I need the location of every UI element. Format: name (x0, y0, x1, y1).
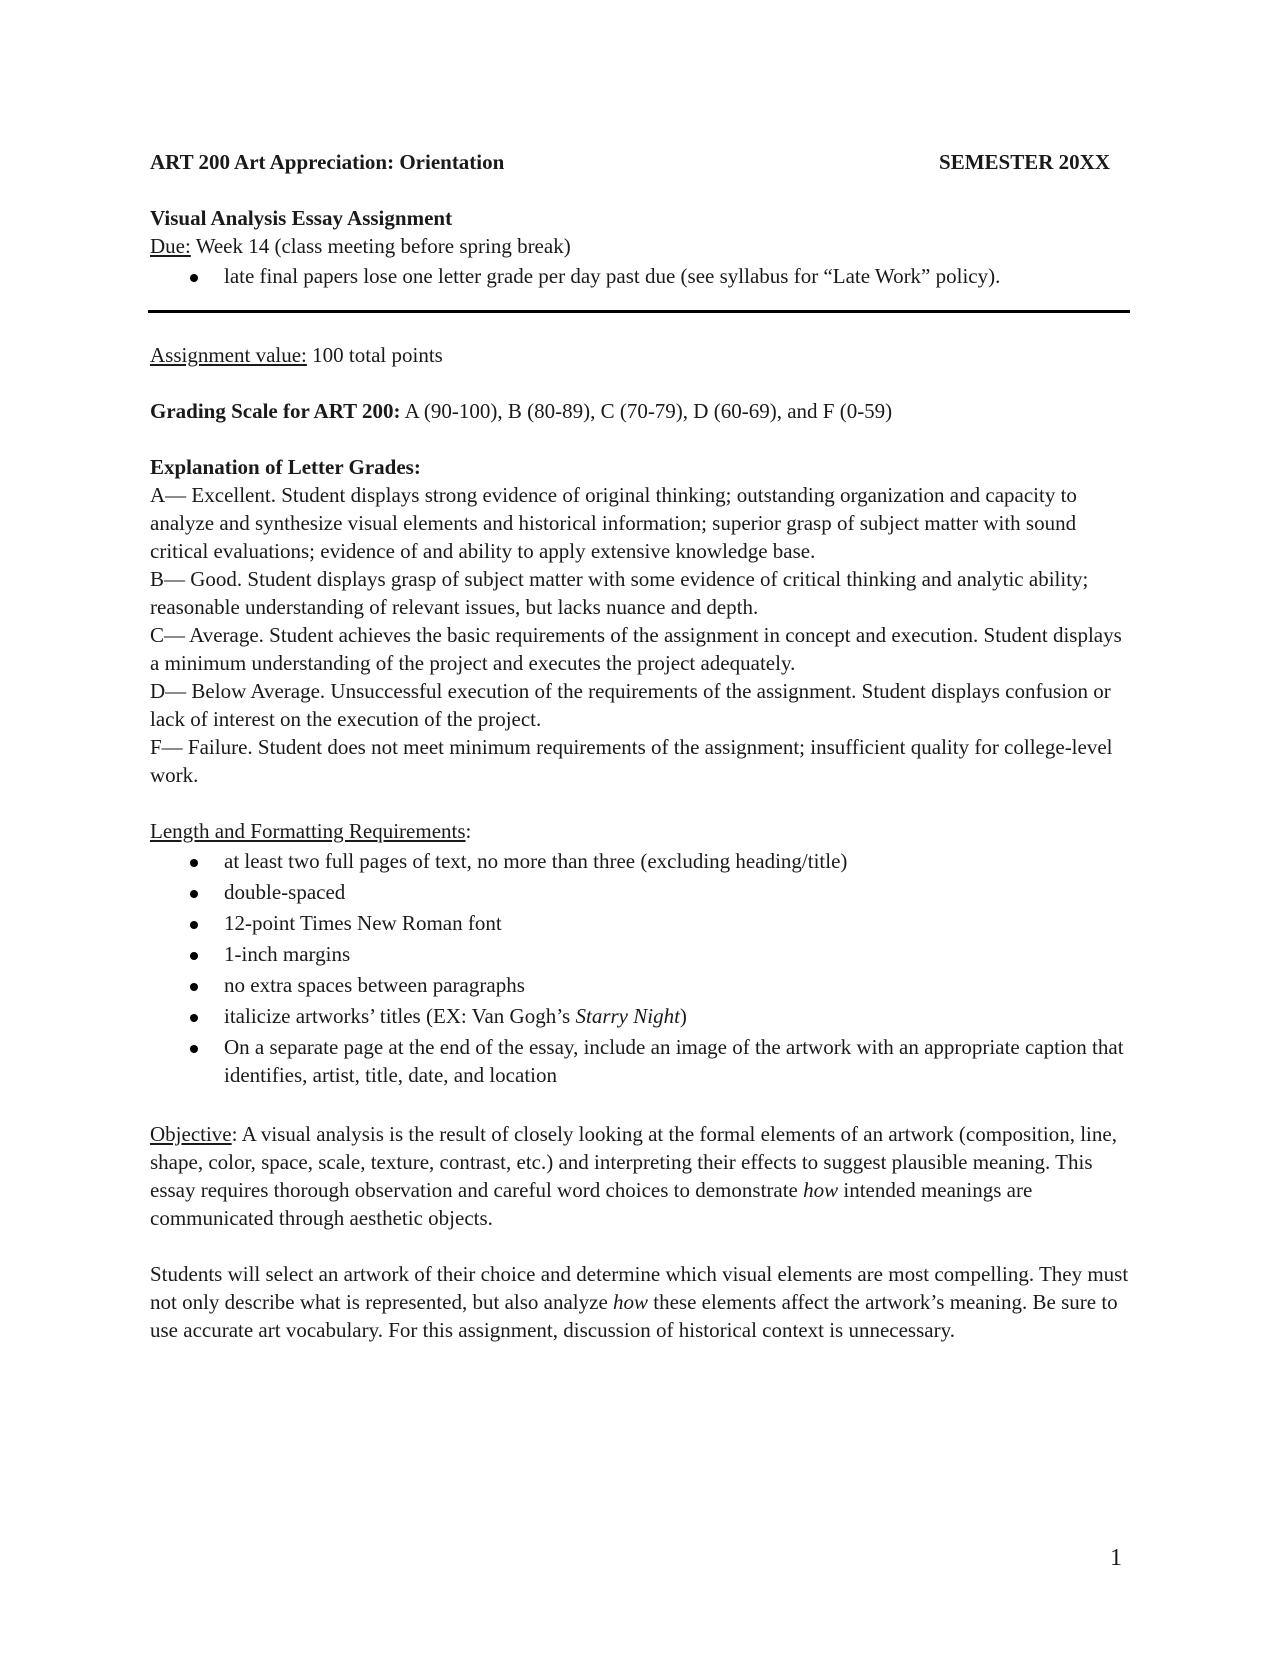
bullet-icon (190, 859, 198, 867)
assignment-value-label: Assignment value: (150, 343, 307, 367)
document-header (150, 148, 1110, 176)
list-item (150, 1033, 1132, 1089)
formatting-colon: : (465, 819, 472, 843)
assignment-value-text: 100 total points (306, 343, 443, 367)
list-item-text: at least two full pages of text, no more than three (excluding heading/title) (224, 849, 848, 873)
explanation-heading: Explanation of Letter Grades: (150, 455, 421, 479)
list-item (150, 1002, 1132, 1030)
list-item (150, 878, 1132, 906)
grade-explanations (150, 481, 1132, 789)
bullet-icon (190, 952, 198, 960)
grade-c-text: C— Average. Student achieves the basic requirements of the assignment in concept and execution. Student displays a minimum understanding of the project and executes the project adequately. (150, 623, 1122, 675)
objective-text-end: intended meanings are communicated through aesthetic objects. (150, 1178, 1033, 1230)
objective-text: : A visual analysis is the result of closely looking at the formal elements of an artwork (composition, line, shape, color, space, scale, texture, contrast, etc.) and interpreting their effects to suggest plausible meaning. This essay requires thorough observation and careful word choices to demonstrate (150, 1122, 1117, 1202)
grade-f-text: F— Failure. Student does not meet minimum requirements of the assignment; insufficient quality for college-level work. (150, 735, 1113, 787)
grade-b-text: B— Good. Student displays grasp of subject matter with some evidence of critical thinking and analytic ability; reasonable understanding of relevant issues, but lacks nuance and depth. (150, 567, 1089, 619)
list-item (150, 971, 1132, 999)
semester-label: SEMESTER 20XX (939, 150, 1110, 174)
list-item-text: double-spaced (224, 880, 346, 904)
course-title: ART 200 Art Appreciation: Orientation (150, 150, 505, 174)
grading-scale-text: A (90-100), B (80-89), C (70-79), D (60-69), and F (0-59) (400, 399, 893, 423)
list-item (150, 940, 1132, 968)
document-page (150, 148, 1132, 1344)
students-emphasis: how (613, 1290, 649, 1314)
formatting-list (150, 847, 1132, 1089)
assignment-title: Visual Analysis Essay Assignment (150, 206, 453, 230)
due-label: Due: (150, 234, 191, 258)
bullet-icon (190, 1045, 198, 1053)
list-item (150, 262, 1132, 290)
grade-d-text: D— Below Average. Unsuccessful execution of the requirements of the assignment. Student displays confusion or lack of interest on the execution of the project. (150, 679, 1111, 731)
due-value: Week 14 (class meeting before spring break) (190, 234, 571, 258)
list-item (150, 909, 1132, 937)
assignment-value-line (150, 341, 1132, 369)
late-policy-list (150, 262, 1132, 290)
artwork-title-example: Starry Night (575, 1004, 680, 1028)
grading-scale-label: Grading Scale for ART 200: (150, 399, 401, 423)
students-text: Students will select an artwork of their choice and determine which visual elements are most compelling. They must not only describe what is represented, but also analyze (150, 1262, 1129, 1314)
bullet-icon (190, 274, 198, 282)
bullet-icon (190, 983, 198, 991)
list-item-text: 1-inch margins (224, 942, 351, 966)
students-paragraph (150, 1260, 1132, 1344)
grading-scale-line (150, 397, 1132, 425)
late-policy-text: late final papers lose one letter grade per day past due (see syllabus for “Late Work” policy). (224, 264, 1001, 288)
students-text-end: these elements affect the artwork’s meaning. Be sure to use accurate art vocabulary. For this assignment, discussion of historical context is unnecessary. (150, 1290, 1118, 1342)
objective-label: Objective (150, 1122, 232, 1146)
list-item-suffix: ) (679, 1004, 687, 1028)
objective-emphasis: how (803, 1178, 839, 1202)
bullet-icon (190, 921, 198, 929)
objective-paragraph (150, 1120, 1132, 1232)
due-line (150, 232, 1132, 260)
list-item-text: On a separate page at the end of the essay, include an image of the artwork with an appropriate caption that identifies, artist, title, date, and location (224, 1035, 1124, 1087)
grade-a-text: A— Excellent. Student displays strong evidence of original thinking; outstanding organization and capacity to analyze and synthesize visual elements and historical information; superior grasp of subject matter with sound critical evaluations; evidence of and ability to apply extensive knowledge base. (150, 483, 1077, 563)
page-number: 1 (1110, 1545, 1122, 1571)
formatting-label: Length and Formatting Requirements (150, 819, 466, 843)
bullet-icon (190, 1014, 198, 1022)
formatting-heading (150, 817, 1132, 845)
list-item (150, 847, 1132, 875)
list-item-text: italicize artworks’ titles (EX: Van Gogh’s (224, 1004, 576, 1028)
bullet-icon (190, 890, 198, 898)
list-item-text: no extra spaces between paragraphs (224, 973, 525, 997)
list-item-text: 12-point Times New Roman font (224, 911, 502, 935)
